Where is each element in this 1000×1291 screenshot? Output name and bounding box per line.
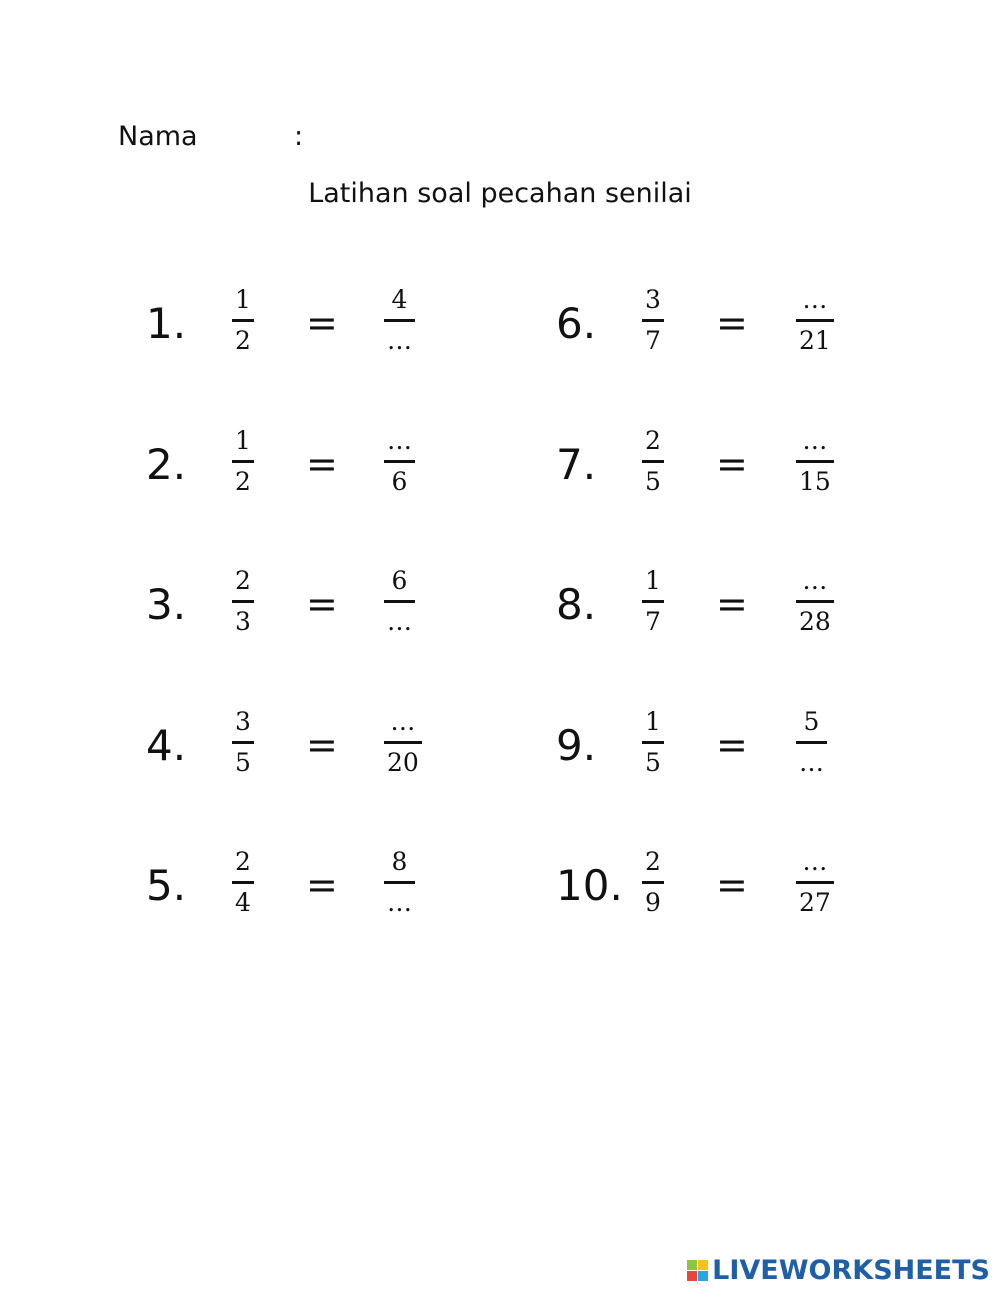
left-numerator: 2 bbox=[645, 426, 661, 455]
left-denominator: 9 bbox=[645, 888, 661, 917]
left-numerator: 1 bbox=[235, 285, 251, 314]
problem-number: 10. bbox=[556, 861, 623, 910]
fraction-bar bbox=[642, 881, 664, 884]
logo-text: LIVEWORKSHEETS bbox=[712, 1255, 990, 1286]
left-fraction bbox=[642, 426, 664, 497]
logo-tile-blue bbox=[698, 1271, 708, 1281]
problem-item bbox=[0, 566, 1000, 656]
equals-sign: = bbox=[716, 723, 748, 767]
right-numerator: 5 bbox=[803, 707, 820, 736]
left-fraction bbox=[642, 847, 664, 918]
left-denominator: 4 bbox=[235, 888, 251, 917]
left-fraction bbox=[642, 707, 664, 778]
problem-number: 8. bbox=[556, 580, 597, 629]
left-numerator: 2 bbox=[645, 847, 661, 876]
equals-sign: = bbox=[306, 863, 338, 907]
right-denominator: 6 bbox=[391, 467, 408, 496]
right-fraction bbox=[796, 707, 827, 778]
right-denominator: 27 bbox=[799, 888, 831, 917]
left-fraction bbox=[642, 285, 664, 356]
right-denominator: 28 bbox=[799, 607, 831, 636]
left-denominator: 5 bbox=[645, 748, 661, 777]
fraction-bar bbox=[796, 600, 834, 603]
right-denominator: 21 bbox=[799, 326, 831, 355]
fraction-bar bbox=[642, 319, 664, 322]
logo-tile-green bbox=[687, 1260, 697, 1270]
right-numerator: … bbox=[390, 707, 416, 736]
equals-sign: = bbox=[716, 442, 748, 486]
problem-number: 9. bbox=[556, 721, 597, 770]
right-fraction bbox=[796, 426, 834, 497]
right-numerator: … bbox=[387, 426, 412, 455]
left-numerator: 1 bbox=[645, 707, 661, 736]
problem-item bbox=[0, 285, 1000, 375]
problem-number: 5. bbox=[146, 861, 187, 910]
fraction-bar bbox=[642, 600, 664, 603]
right-numerator: 8 bbox=[391, 847, 408, 876]
name-label: Nama bbox=[118, 121, 198, 152]
logo-tile-yellow bbox=[698, 1260, 708, 1270]
equals-sign: = bbox=[306, 723, 338, 767]
worksheet-title: Latihan soal pecahan senilai bbox=[308, 178, 692, 209]
fraction-bar bbox=[642, 741, 664, 744]
problem-item bbox=[0, 847, 1000, 937]
equals-sign: = bbox=[716, 863, 748, 907]
fraction-bar bbox=[642, 460, 664, 463]
right-numerator: … bbox=[802, 847, 828, 876]
right-numerator: 6 bbox=[391, 566, 408, 595]
problem-item bbox=[0, 707, 1000, 797]
left-denominator: 5 bbox=[235, 748, 251, 777]
left-denominator: 7 bbox=[645, 607, 661, 636]
left-numerator: 2 bbox=[235, 566, 251, 595]
right-numerator: … bbox=[802, 285, 828, 314]
equals-sign: = bbox=[306, 301, 338, 345]
equals-sign: = bbox=[716, 582, 748, 626]
left-denominator: 2 bbox=[235, 326, 251, 355]
right-denominator: 15 bbox=[799, 467, 831, 496]
problem-number: 7. bbox=[556, 440, 597, 489]
right-denominator: 20 bbox=[387, 748, 419, 777]
right-numerator: … bbox=[802, 426, 828, 455]
equals-sign: = bbox=[306, 442, 338, 486]
liveworksheets-logo-icon bbox=[687, 1260, 708, 1281]
fraction-bar bbox=[796, 881, 834, 884]
problem-number: 6. bbox=[556, 299, 597, 348]
left-numerator: 2 bbox=[235, 847, 251, 876]
right-denominator: … bbox=[387, 607, 412, 636]
liveworksheets-logo bbox=[687, 1255, 990, 1286]
left-denominator: 5 bbox=[645, 467, 661, 496]
equals-sign: = bbox=[306, 582, 338, 626]
problem-item bbox=[0, 426, 1000, 516]
right-fraction bbox=[796, 847, 834, 918]
right-denominator: … bbox=[387, 326, 412, 355]
right-numerator: … bbox=[802, 566, 828, 595]
left-fraction bbox=[642, 566, 664, 637]
name-colon: : bbox=[294, 121, 304, 152]
left-denominator: 7 bbox=[645, 326, 661, 355]
left-denominator: 3 bbox=[235, 607, 251, 636]
right-fraction bbox=[796, 285, 834, 356]
fraction-bar bbox=[796, 741, 827, 744]
left-numerator: 1 bbox=[235, 426, 251, 455]
right-denominator: … bbox=[387, 888, 412, 917]
problem-number: 1. bbox=[146, 299, 187, 348]
fraction-bar bbox=[796, 319, 834, 322]
fraction-bar bbox=[796, 460, 834, 463]
problem-number: 2. bbox=[146, 440, 187, 489]
left-numerator: 3 bbox=[235, 707, 251, 736]
right-fraction bbox=[796, 566, 834, 637]
problem-number: 4. bbox=[146, 721, 187, 770]
logo-tile-red bbox=[687, 1271, 697, 1281]
problem-number: 3. bbox=[146, 580, 187, 629]
right-denominator: … bbox=[799, 748, 824, 777]
left-denominator: 2 bbox=[235, 467, 251, 496]
left-numerator: 1 bbox=[645, 566, 661, 595]
left-numerator: 3 bbox=[645, 285, 661, 314]
right-numerator: 4 bbox=[391, 285, 408, 314]
equals-sign: = bbox=[716, 301, 748, 345]
